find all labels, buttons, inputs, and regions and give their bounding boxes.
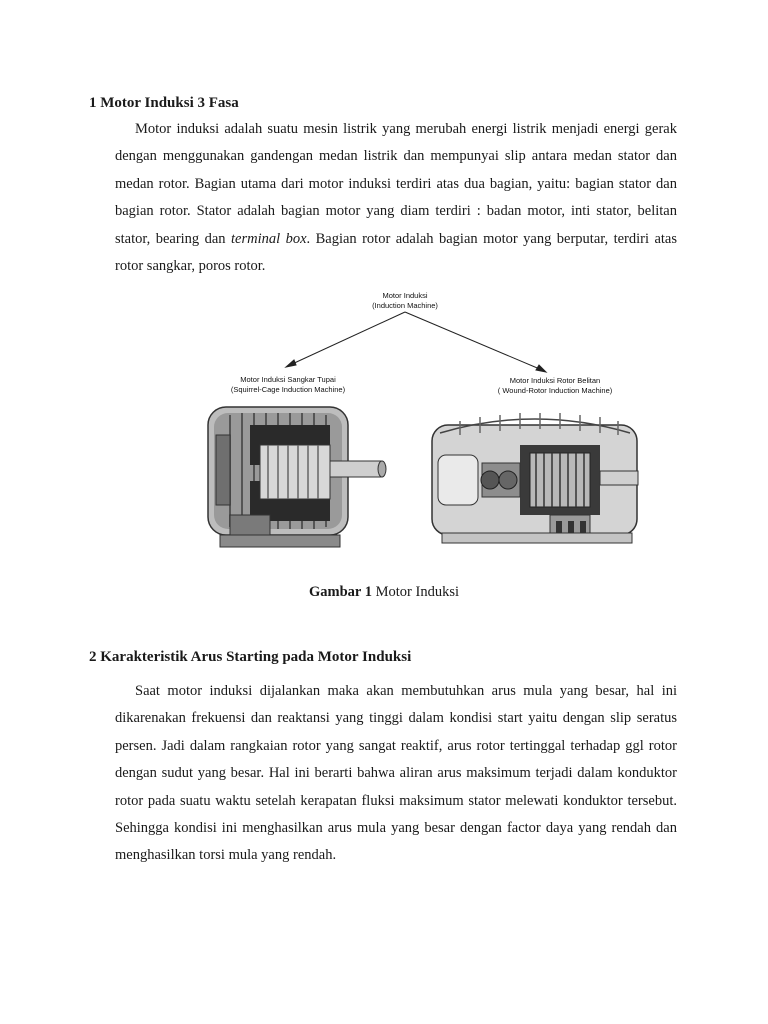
section1-paragraph (115, 116, 677, 280)
figure-drawing (190, 285, 640, 575)
arrow-left (290, 312, 405, 365)
figure-caption (0, 582, 768, 602)
classification-arrows (286, 312, 546, 372)
figure-left-line1: Motor Induksi Sangkar Tupai (240, 375, 336, 384)
arrow-left-head (286, 360, 296, 367)
wound-rotor-motor-illustration (432, 413, 638, 543)
section2-paragraph: Saat motor induksi dijalankan maka akan membutuhkan arus mula yang besar, hal ini dikarenakan frekuensi dan reaktansi yang tinggi dalam kondisi start yaitu dengan slip seratus persen. Jadi dalam rangkaian rotor yang sangat reaktif, arus rotor tertinggal terhadap ggl rotor dengan sudut yang besar. Hal ini berarti bahwa aliran arus maksimum terjadi dalam konduktor rotor pada suatu waktu setelah kerapatan fluksi maksimum stator melewati konduktor tersebut. Sehingga kondisi ini menghasilkan arus mula yang besar dengan factor daya yang rendah dan menghasilkan torsi mula yang rendah. (115, 683, 677, 864)
section1-paragraph-italic: terminal box (231, 230, 307, 247)
figure-left-label (208, 375, 368, 395)
figure-right-line1: Motor Induksi Rotor Belitan (509, 376, 601, 385)
section1-paragraph-part2: . Bagian rotor adalah bagian motor yang berputar, terdiri atas rotor sangkar, poros rotor. (115, 230, 677, 275)
arrow-right-head (536, 365, 546, 372)
figure-right-line2: ( Wound-Rotor Induction Machine) (497, 386, 613, 395)
section1-paragraph-part1: Motor induksi adalah suatu mesin listrik yang merubah energi listrik menjadi energi gerak dengan menggunakan gandengan medan listrik dan mempunyai slip antara medan stator dan medan rotor. Bagian utama dari motor induksi terdiri atas dua bagian, yaitu: bagian stator dan bagian rotor. Stator adalah bagian motor yang diam terdiri : badan motor, inti stator, belitan stator, bearing dan (115, 121, 677, 247)
arrow-right (405, 312, 542, 370)
figure-caption-number: Gambar 1 (309, 584, 372, 600)
section2-heading: 2 Karakteristik Arus Starting pada Motor Induksi (89, 649, 412, 665)
figure-caption-text: Motor Induksi (371, 584, 459, 600)
figure-root-line1: Motor Induksi (382, 291, 428, 300)
squirrel-cage-motor-illustration (208, 407, 386, 547)
figure-root-line2: (Induction Machine) (372, 301, 438, 310)
section1-heading: 1 Motor Induksi 3 Fasa (89, 95, 239, 111)
figure-left-line2: (Squirrel-Cage Induction Machine) (230, 385, 346, 394)
motor-classification-figure (190, 285, 640, 575)
figure-right-label (475, 376, 635, 396)
